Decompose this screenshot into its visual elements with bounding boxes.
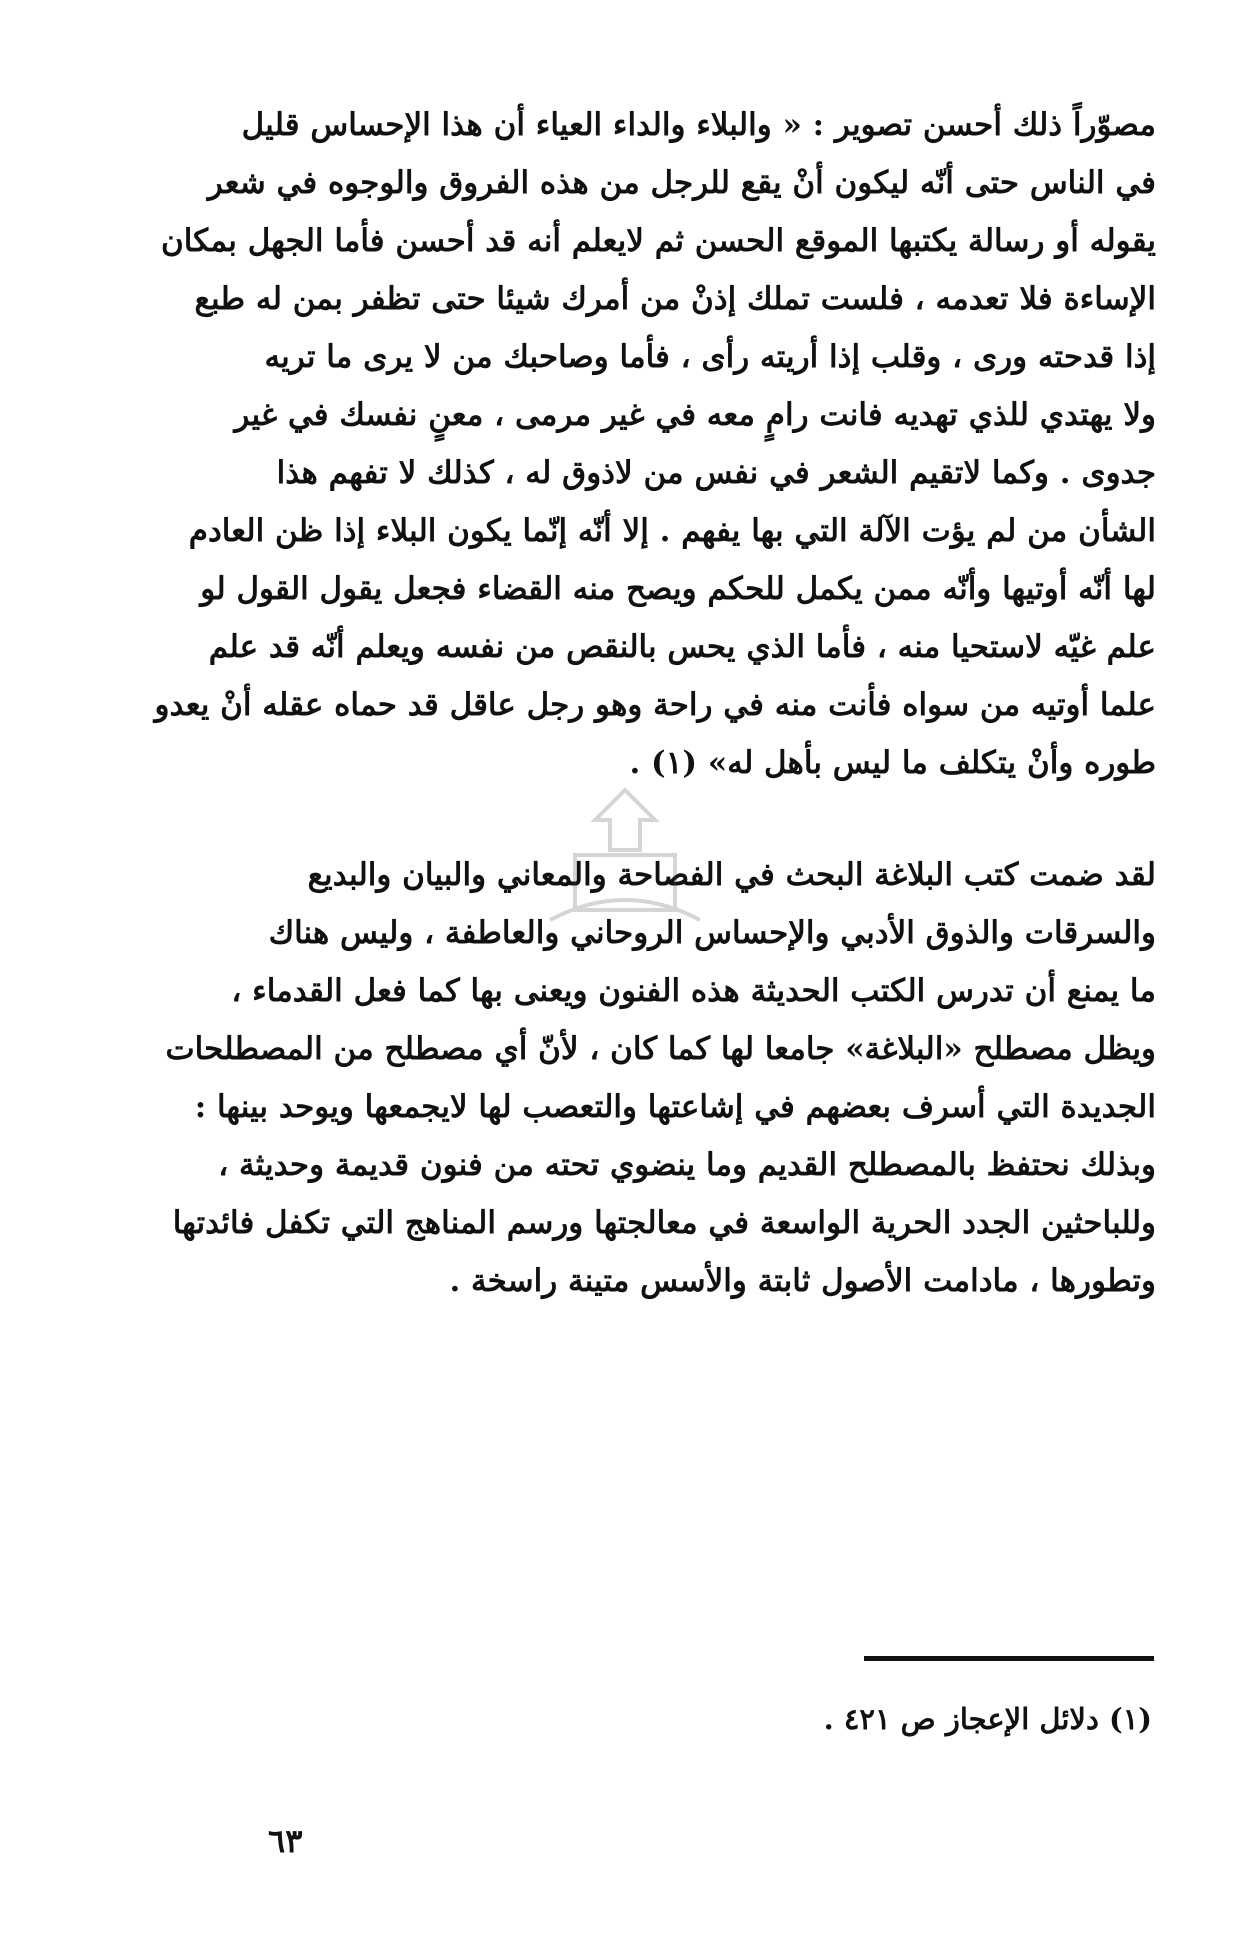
text-line: ويظل مصطلح «البلاغة» جامعا لها كما كان ، لأنّ أي مصطلح من المصطلحات (165, 1031, 1156, 1067)
text-line: جدوى . وكما لاتقيم الشعر في نفس من لاذوق له ، كذلك لا تفهم هذا (276, 455, 1156, 491)
paragraph-1 (154, 96, 1156, 792)
text-line: مصوّراً ذلك أحسن تصوير : « والبلاء والداء العياء أن هذا الإحساس قليل (241, 107, 1156, 143)
text-line: وتطورها ، مادامت الأصول ثابتة والأسس متينة راسخة . (449, 1263, 1156, 1299)
text-line: الإساءة فلا تعدمه ، فلست تملك إذنْ من أمرك شيئا حتى تظفر بمن له طبع (194, 281, 1156, 317)
text-line: لها أنّه أوتيها وأنّه ممن يكمل للحكم ويصح منه القضاء فجعل يقول القول لو (200, 571, 1156, 607)
library-stamp-icon (530, 780, 720, 940)
text-line: الجديدة التي أسرف بعضهم في إشاعتها والتعصب لها لايجمعها ويوحد بينها : (194, 1089, 1156, 1125)
text-line: وللباحثين الجدد الحرية الواسعة في معالجتها ورسم المناهج التي تكفل فائدتها (172, 1205, 1156, 1241)
text-line: إذا قدحته ورى ، وقلب إذا أريته رأى ، فأما وصاحبك من لا يرى ما تريه (264, 339, 1156, 375)
text-line: في الناس حتى أنّه ليكون أنْ يقع للرجل من هذه الفروق والوجوه في شعر (207, 165, 1156, 201)
footnote: (١) دلائل الإعجاز ص ٤٢١ . (823, 1702, 1152, 1736)
text-line: يقوله أو رسالة يكتبها الموقع الحسن ثم لايعلم أنه قد أحسن فأما الجهل بمكان (161, 223, 1156, 259)
page-number: ٦٣ (268, 1822, 303, 1860)
text-line: والسرقات والذوق الأدبي والإحساس الروحاني والعاطفة ، وليس هناك (268, 915, 1156, 951)
text-line: الشأن من لم يؤت الآلة التي بها يفهم . إلا أنّه إنّما يكون البلاء إذا ظن العادم (188, 513, 1156, 549)
footnote-divider (864, 1656, 1154, 1661)
text-line: ما يمنع أن تدرس الكتب الحديثة هذه الفنون ويعنى بها كما فعل القدماء ، (231, 973, 1156, 1009)
text-line: علم غيّه لاستحيا منه ، فأما الذي يحس بالنقص من نفسه ويعلم أنّه قد علم (208, 629, 1156, 665)
text-line: علما أوتيه من سواه فأنت منه في راحة وهو رجل عاقل قد حماه عقله أنْ يعدو (154, 687, 1156, 723)
text-line: وبذلك نحتفظ بالمصطلح القديم وما ينضوي تحته من فنون قديمة وحديثة ، (218, 1147, 1156, 1183)
text-line: طوره وأنْ يتكلف ما ليس بأهل له» (١) . (629, 745, 1156, 781)
text-line: لقد ضمت كتب البلاغة البحث في الفصاحة والمعاني والبيان والبديع (307, 857, 1156, 893)
text-line: ولا يهتدي للذي تهديه فانت رامٍ معه في غير مرمى ، معنٍ نفسك في غير (234, 397, 1156, 433)
